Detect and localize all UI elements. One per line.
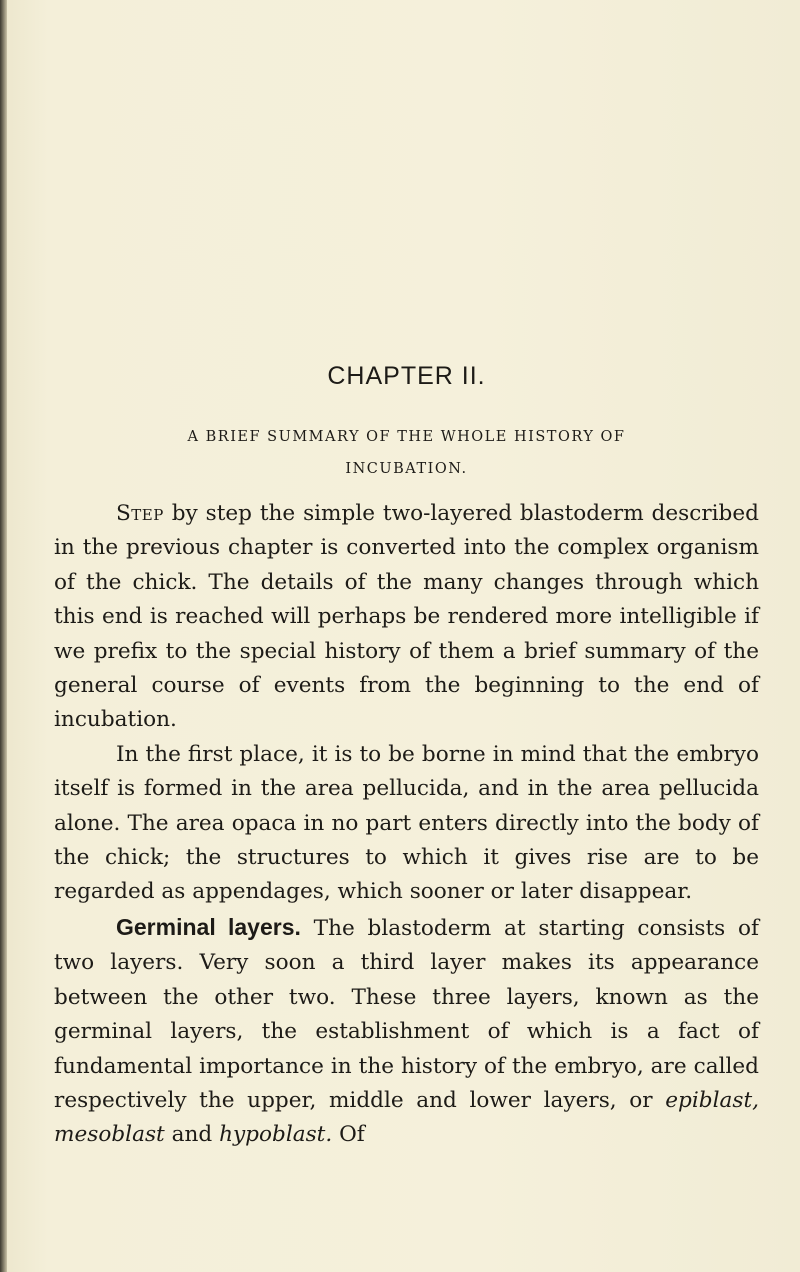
paragraph-3 <box>54 910 759 1153</box>
paragraph-1-opening-word: Step <box>116 501 164 526</box>
term-mesoblast: mesoblast <box>54 1122 165 1148</box>
paragraph-1-text: by step the simple two-layered blastoderm described in the previous chapter is converted into the complex organism of the chick. The details of the many changes through which this end is reached will perhaps be rendered more intelligible if we prefix to the special history of them a brief summary of the general course of events from the beginning to the end of incubation. <box>54 501 759 733</box>
chapter-subtitle-line-1: A BRIEF SUMMARY OF THE WHOLE HISTORY OF <box>187 429 626 445</box>
paragraph-1 <box>54 497 759 738</box>
paragraph-3-text: The blastoderm at starting consists of two layers. Very soon a third layer makes its appearance between the other two. These three layers, known as the germinal layers, the establishment of which is a fact of fundamental importance in the history of the embryo, are called respectively the upper, middle and lower layers, or <box>54 915 759 1113</box>
chapter-title: CHAPTER II. <box>327 362 486 390</box>
page-binding-edge <box>0 0 7 1272</box>
chapter-subtitle-line-2: INCUBATION. <box>345 461 468 477</box>
term-epiblast: epiblast, <box>665 1087 759 1113</box>
paragraph-3-conjunction: and <box>171 1122 213 1148</box>
page-content <box>54 362 759 1153</box>
term-hypoblast: hypoblast. <box>219 1122 333 1148</box>
side-heading-germinal-layers: Germinal layers. <box>116 913 301 940</box>
chapter-subtitle <box>54 421 759 485</box>
paragraph-2: In the first place, it is to be borne in mind that the embryo itself is formed in the area pellucida, and in the area pellucida alone. The area opaca in no part enters directly into the body of the chick; the structures to which it gives rise are to be regarded as appendages, which sooner or later disappear. <box>54 741 759 905</box>
paragraph-3-tail: Of <box>339 1122 365 1148</box>
